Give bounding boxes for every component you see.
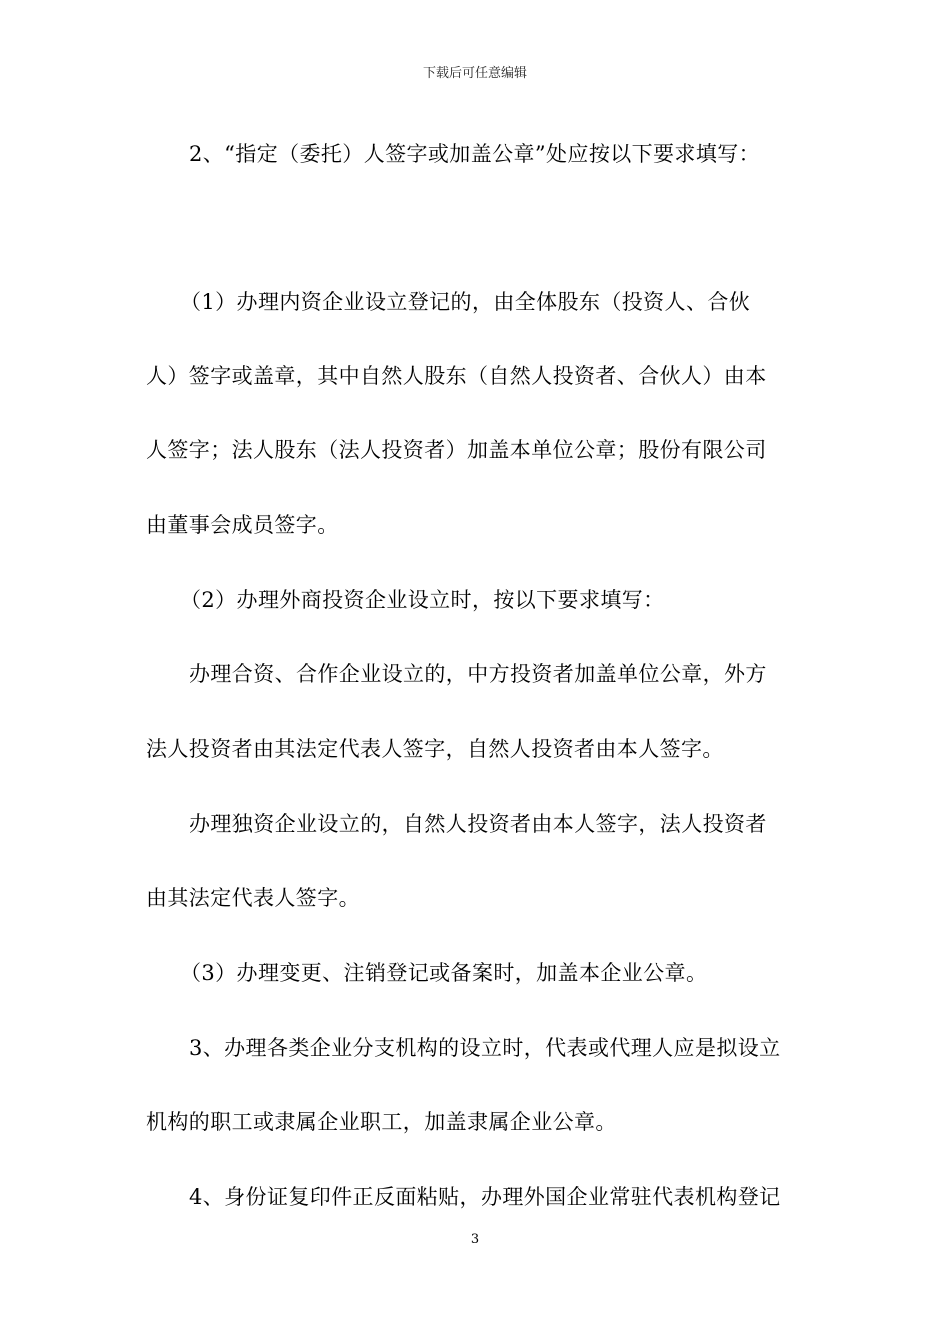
paragraph-line: 人）签字或盖章，其中自然人股东（自然人投资者、合伙人）由本 [146,364,767,388]
page-header: 下载后可任意编辑 [422,66,527,81]
paragraph-line: （2）办理外商投资企业设立时，按以下要求填写： [180,588,665,612]
paragraph-line: 4、身份证复印件正反面粘贴，办理外国企业常驻代表机构登记 [189,1185,781,1209]
paragraph-line: 法人投资者由其法定代表人签字，自然人投资者由本人签字。 [146,737,724,761]
paragraph-line: 3、办理各类企业分支机构的设立时，代表或代理人应是拟设立 [189,1036,781,1060]
paragraph-line: （1）办理内资企业设立登记的，由全体股东（投资人、合伙 [180,290,751,314]
paragraph-line: （3）办理变更、注销登记或备案时，加盖本企业公章。 [180,961,708,985]
paragraph-line: 办理合资、合作企业设立的，中方投资者加盖单位公章，外方 [189,662,767,686]
paragraph-line: 人签字；法人股东（法人投资者）加盖本单位公章；股份有限公司 [146,438,767,462]
paragraph-line: 机构的职工或隶属企业职工，加盖隶属企业公章。 [146,1110,617,1134]
paragraph-line: 由其法定代表人签字。 [146,886,360,910]
paragraph-line: 由董事会成员签字。 [146,513,339,537]
paragraph-line: 2、“指定（委托）人签字或加盖公章”处应按以下要求填写： [189,142,761,166]
page-number: 3 [470,1232,480,1247]
paragraph-line: 办理独资企业设立的，自然人投资者由本人签字，法人投资者 [189,812,767,836]
